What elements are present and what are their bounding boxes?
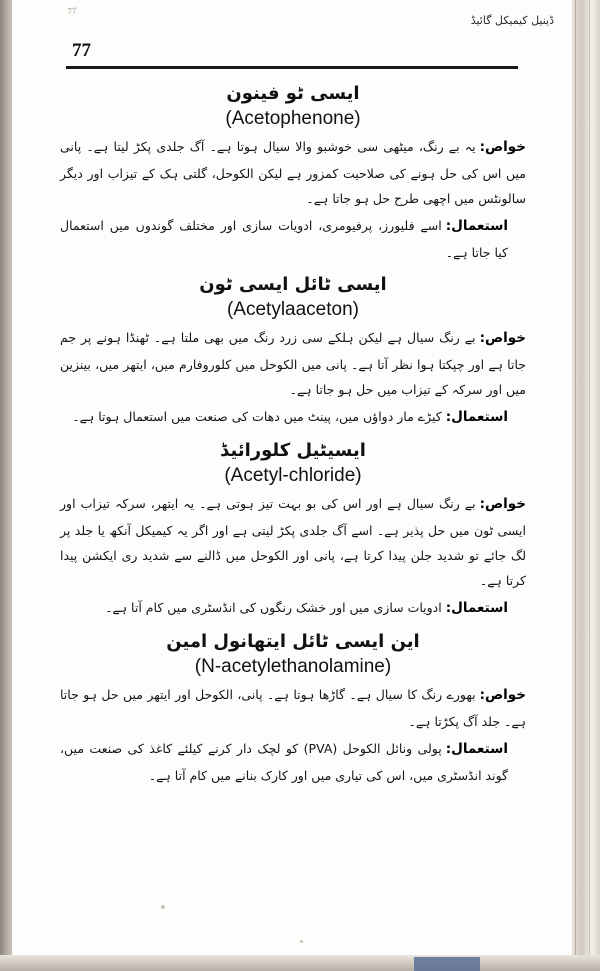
entry-properties — [60, 325, 526, 402]
running-header: ڈینیل کیمیکل گائیڈ — [470, 14, 554, 27]
page-bottom-edge — [0, 955, 600, 971]
gutter-line — [589, 0, 590, 971]
page-left-edge — [0, 0, 12, 971]
properties-label: خواص : — [476, 139, 526, 155]
properties-text: بے رنگ سیال ہے اور اس کی بو بہت تیز ہوتی ہے۔ یہ ایتھر، سرکہ تیزاب اور ایسی ٹون میں حل پذیر ہے۔ اسے آگ جلدی پکڑ لیتی ہے اور اگر یہ کیمیکل آنکھ یا جلد پر لگ جائے تو شدید جلن پیدا کرتا ہے، پانی اور الکوحل میں ڈالنے سے شدید ری ایکشن پیدا کرتا ہے۔ — [60, 496, 526, 588]
corner-handwritten-mark: 77 — [67, 5, 78, 17]
uses-label: استعمال : — [442, 741, 508, 757]
entry-acetylaaceton — [60, 271, 526, 431]
entry-title-urdu: ایسی ٹائل ایسی ٹون — [199, 274, 387, 295]
properties-label: خواص : — [476, 687, 526, 703]
scan-speck — [161, 905, 165, 909]
page-bottom-color-patch — [414, 957, 480, 971]
page-number: 77 — [72, 40, 91, 61]
entry-title-urdu: ایسیٹیل کلورائیڈ — [220, 440, 366, 461]
entry-title-english: (Acetylaaceton) — [226, 299, 359, 320]
properties-label: خواص : — [476, 330, 526, 346]
uses-label: استعمال : — [442, 218, 508, 234]
entry-n-acetylethanolamine — [60, 628, 526, 788]
entry-properties — [60, 682, 526, 734]
entry-title-urdu: این ایسی ٹائل ایتھانول امین — [166, 631, 420, 652]
entry-uses — [60, 595, 526, 622]
properties-text: یہ بے رنگ، میٹھی سی خوشبو والا سیال ہوتا ہے۔ آگ جلدی پکڑ لیتا ہے۔ پانی میں اس کی حل ہونے کی صلاحیت کمزور ہے لیکن الکوحل، گلتی ہک کے تیزاب اور دیگر سالونٹس میں اچھی طرح حل ہو جاتا ہے۔ — [60, 139, 526, 206]
scan-speck — [300, 940, 303, 943]
page-gutter — [572, 0, 600, 971]
header-rule — [66, 66, 518, 69]
entry-title-english: (Acetophenone) — [225, 108, 361, 129]
entry-uses — [60, 213, 526, 265]
page-content — [60, 74, 526, 790]
entry-properties — [60, 134, 526, 211]
uses-text: ادویات سازی میں اور خشک رنگوں کی انڈسٹری میں کام آتا ہے۔ — [105, 600, 442, 615]
uses-text: پولی ونائل الکوحل (PVA) کو لچک دار کرنے کیلئے کاغذ کی صنعت میں، گوند انڈسٹری میں، اس کی تیاری میں اور کارک بنانے میں کام آتا ہے۔ — [60, 741, 508, 783]
entry-properties — [60, 491, 526, 593]
entry-acetyl-chloride — [60, 437, 526, 622]
entry-title-urdu: ایسی ٹو فینون — [226, 83, 360, 104]
gutter-line — [575, 0, 576, 971]
entry-uses — [60, 736, 526, 788]
entry-title-english: (Acetyl-chloride) — [224, 465, 362, 486]
entry-title-english: (N-acetylethanolamine) — [194, 656, 392, 677]
properties-text: بھورے رنگ کا سیال ہے۔ گاڑھا ہوتا ہے۔ پانی، الکوحل اور ایتھر میں حل ہو جاتا ہے۔ جلد آگ پکڑتا ہے۔ — [60, 687, 526, 729]
uses-text: کیڑے مار دواؤں میں، پینٹ میں دھات کی صنعت میں استعمال ہوتا ہے۔ — [72, 409, 442, 424]
entry-uses — [60, 404, 526, 431]
uses-label: استعمال : — [442, 409, 508, 425]
properties-text: بے رنگ سیال ہے لیکن ہلکے سی زرد رنگ میں بھی ملتا ہے۔ ٹھنڈا ہونے پر جم جاتا ہے اور چپکتا ہوا نظر آتا ہے۔ پانی میں الکوحل میں کلوروفارم میں، ایتھر میں، بینزین میں اور سرکہ کے تیزاب میں حل ہو جاتا ہے۔ — [60, 330, 526, 397]
properties-label: خواص : — [476, 496, 526, 512]
uses-label: استعمال : — [442, 600, 508, 616]
uses-text: اسے فلیورز، پرفیومری، ادویات سازی اور مختلف گوندوں میں استعمال کیا جاتا ہے۔ — [60, 218, 508, 260]
entry-acetophenone — [60, 80, 526, 265]
